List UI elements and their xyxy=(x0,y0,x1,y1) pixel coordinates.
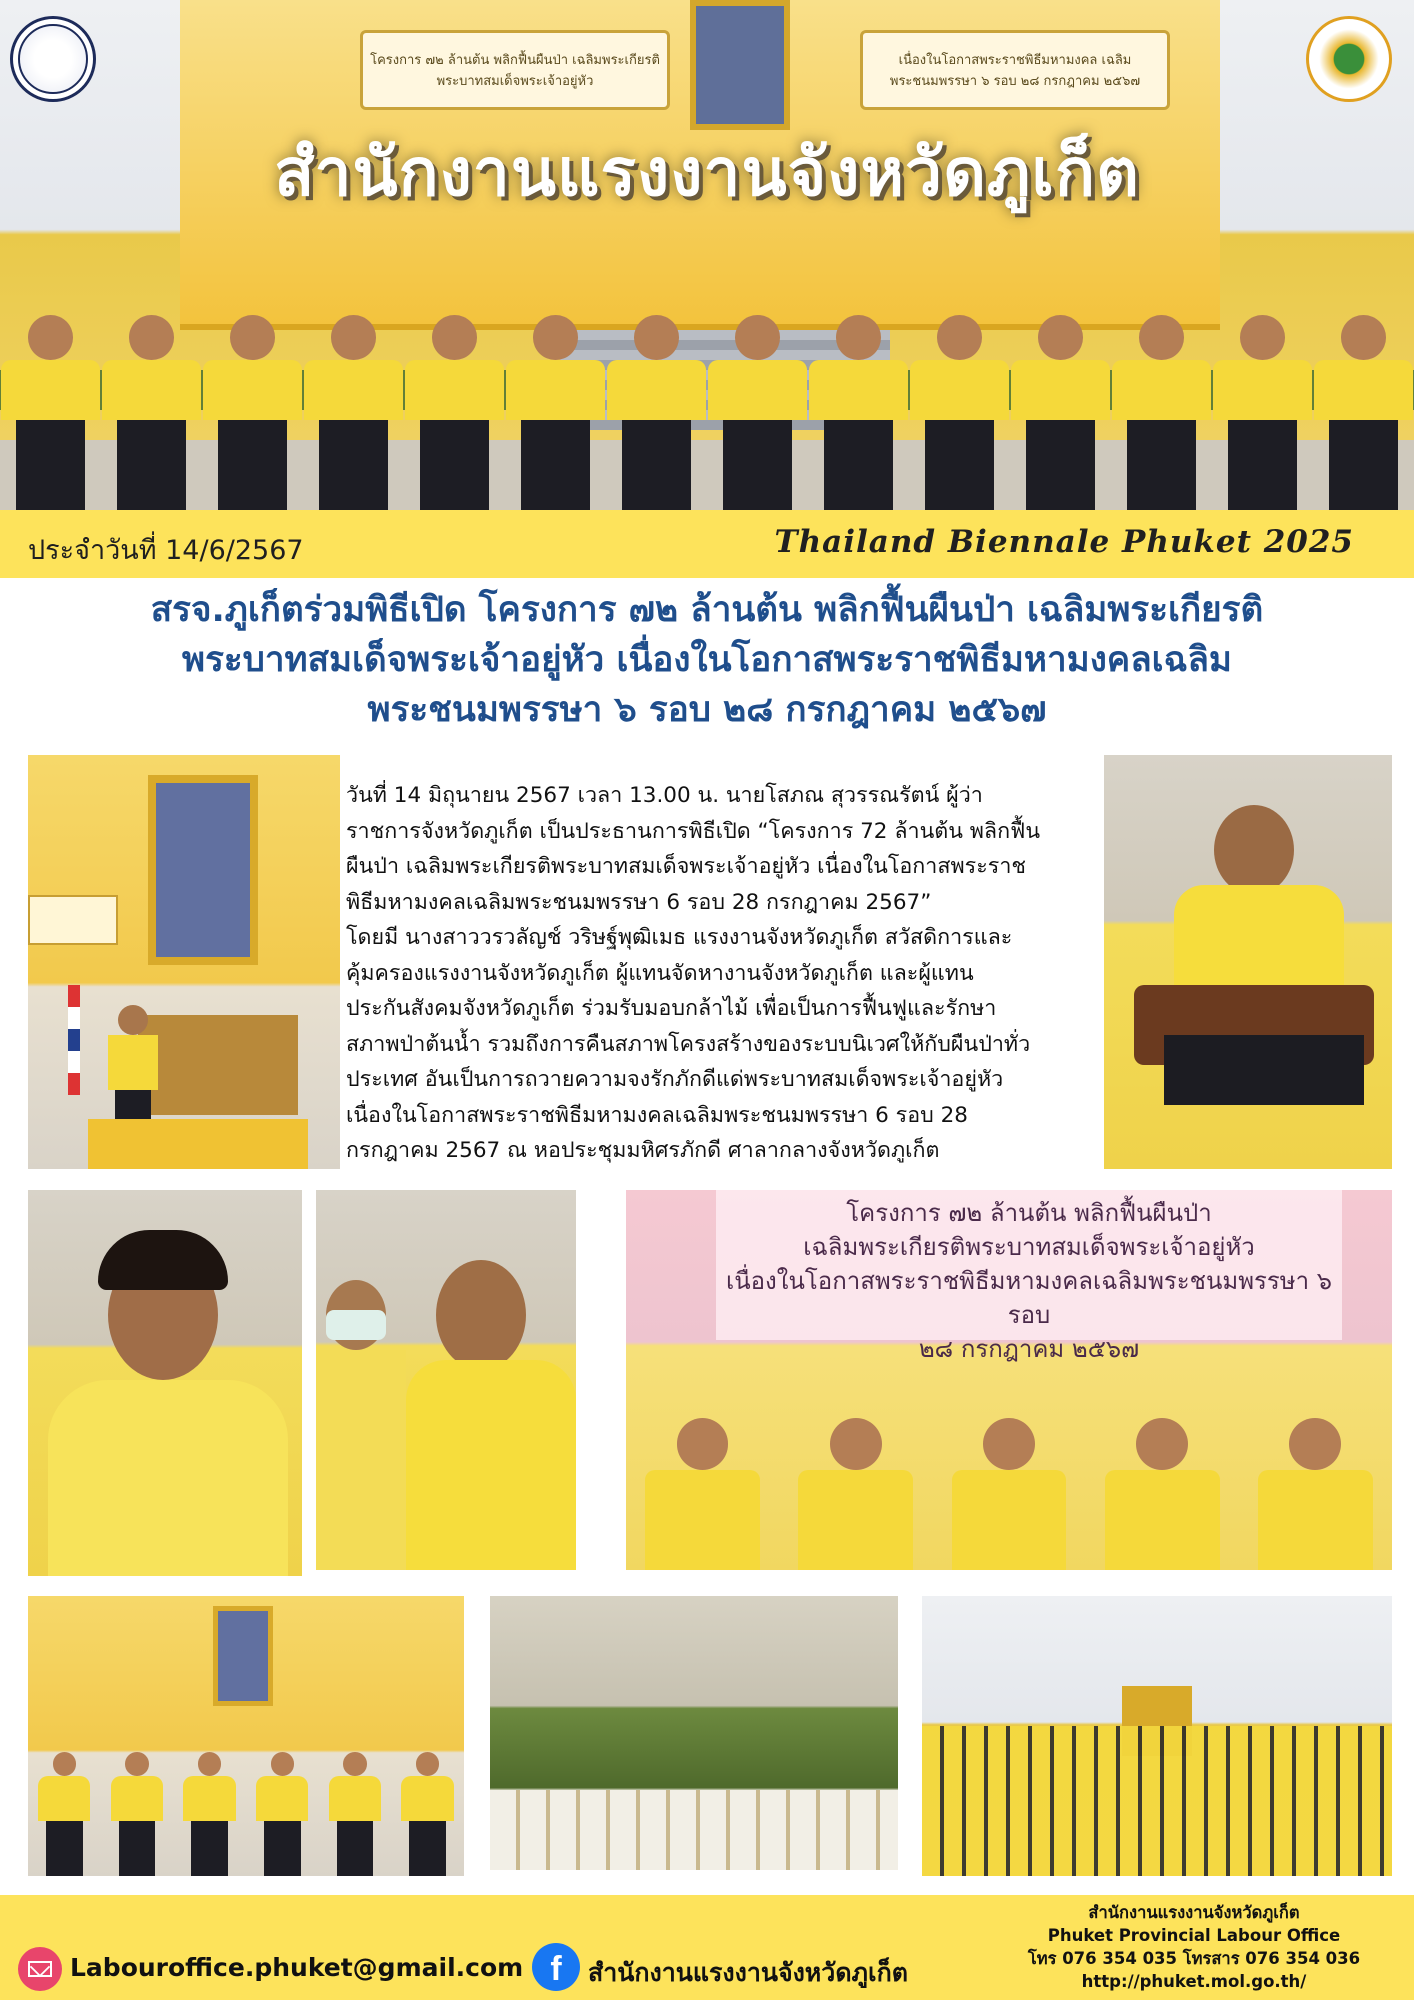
photo-seedling-pots xyxy=(490,1596,898,1870)
royal-portrait xyxy=(148,775,258,965)
issue-date: ประจำวันที่ 14/6/2567 xyxy=(28,535,304,566)
royal-portrait xyxy=(213,1606,273,1706)
date-bar xyxy=(0,510,1414,578)
body-line: ประเทศ อันเป็นการถวายความจงรักภักดีแด่พระบาทสมเด็จพระเจ้าอยู่หัว xyxy=(346,1067,1004,1092)
body-line: วันที่ 14 มิถุนายน 2567 เวลา 13.00 น. นายโสภณ สุวรรณรัตน์ ผู้ว่า xyxy=(346,783,983,808)
headline-line: พระชนมพรรษา ๖ รอบ ๒๘ กรกฎาคม ๒๕๖๗ xyxy=(367,690,1047,730)
banner-line: โครงการ ๗๒ ล้านต้น พลิกฟื้นผืนป่า xyxy=(846,1199,1212,1227)
org-title: สำนักงานแรงงานจังหวัดภูเก็ต xyxy=(274,134,1140,211)
facebook-page-name[interactable]: สำนักงานแรงงานจังหวัดภูเก็ต xyxy=(588,1958,908,1987)
contact-email[interactable]: Labouroffice.phuket@gmail.com xyxy=(70,1953,524,1982)
banner-line: เนื่องในโอกาสพระราชพิธีมหามงคลเฉลิมพระชนมพรรษา ๖ รอบ xyxy=(726,1267,1332,1329)
photo-woman-seated xyxy=(28,1190,302,1576)
headline xyxy=(40,585,1374,735)
email-icon xyxy=(18,1947,62,1991)
body-line: พิธีมหามงคลเฉลิมพระชนมพรรษา 6 รอบ 28 กรกฎาคม 2567” xyxy=(346,889,932,915)
body-line: ราชการจังหวัดภูเก็ต เป็นประธานการพิธีเปิด “โครงการ 72 ล้านต้น พลิกฟื้น xyxy=(346,818,1041,844)
banner-line: เฉลิมพระเกียรติพระบาทสมเด็จพระเจ้าอยู่หัว xyxy=(803,1233,1255,1261)
banner-line: ๒๘ กรกฎาคม ๒๕๖๗ xyxy=(918,1335,1140,1363)
photo-officials-seated xyxy=(316,1190,576,1570)
yellow-drape xyxy=(88,1119,308,1169)
audience-seats xyxy=(922,1726,1392,1876)
footer xyxy=(0,1895,1414,2000)
office-phone: โทร 076 354 035 โทรสาร 076 354 036 xyxy=(1027,1949,1361,1968)
body-line: โดยมี นางสาววรวลัญช์ วริษฐ์พุฒิเมธ แรงงานจังหวัดภูเก็ต สวัสดิการและ xyxy=(346,925,1013,950)
person-shirt xyxy=(48,1380,288,1576)
body-line: เนื่องในโอกาสพระราชพิธีมหามงคลเฉลิมพระชนมพรรษา 6 รอบ 28 xyxy=(346,1102,968,1128)
mini-sign xyxy=(28,895,118,945)
photo-audience-hall xyxy=(922,1596,1392,1876)
body-line: กรกฎาคม 2567 ณ หอประชุมมหิศรภักดี ศาลากลางจังหวัดภูเก็ต xyxy=(346,1138,940,1163)
officials-row xyxy=(0,210,1414,510)
handover-people xyxy=(28,1726,464,1876)
person-head xyxy=(436,1260,526,1370)
office-name-en: Phuket Provincial Labour Office xyxy=(1047,1926,1341,1945)
photo-group-with-seedlings xyxy=(626,1190,1392,1570)
facebook-icon: f xyxy=(532,1943,580,1991)
article-body xyxy=(346,778,1104,1169)
contact-block xyxy=(1014,1901,1374,1993)
person-legs xyxy=(1164,1035,1364,1105)
face-mask xyxy=(326,1310,386,1340)
office-name-th: สำนักงานแรงงานจังหวัดภูเก็ต xyxy=(1088,1903,1300,1922)
body-line: ประกันสังคมจังหวัดภูเก็ต ร่วมรับมอบกล้าไม้ เพื่อเป็นการฟื้นฟูและรักษา xyxy=(346,996,997,1021)
body-line: คุ้มครองแรงงานจังหวัดภูเก็ต ผู้แทนจัดหางานจังหวัดภูเก็ต และผู้แทน xyxy=(346,960,974,986)
event-name: Thailand Biennale Phuket 2025 xyxy=(774,524,1354,560)
person-hair xyxy=(98,1230,228,1290)
group-five-people xyxy=(626,1330,1392,1570)
person-shirt xyxy=(406,1360,576,1570)
backdrop-sign-right: เนื่องในโอกาสพระราชพิธีมหามงคล เฉลิมพระชนมพรรษา ๖ รอบ ๒๘ กรกฎาคม ๒๕๖๗ xyxy=(860,30,1170,110)
top-banner-photo xyxy=(0,0,1414,510)
royal-portrait xyxy=(690,0,790,130)
photo-seedling-handover xyxy=(28,1596,464,1876)
person-head xyxy=(1214,805,1294,895)
headline-line: สรจ.ภูเก็ตร่วมพิธีเปิด โครงการ ๗๒ ล้านต้น พลิกฟื้นผืนป่า เฉลิมพระเกียรติ xyxy=(150,590,1264,630)
seedling-pots-row xyxy=(490,1790,898,1870)
office-website[interactable]: http://phuket.mol.go.th/ xyxy=(1081,1972,1307,1991)
photo-shrine xyxy=(28,755,340,1169)
body-line: สภาพป่าต้นน้ำ รวมถึงการคืนสภาพโครงสร้างของระบบนิเวศให้กับผืนป่าทั่ว xyxy=(346,1031,1031,1057)
altar-table xyxy=(138,1015,298,1115)
labour-ministry-logo-icon xyxy=(1306,16,1392,102)
photo-seated-official xyxy=(1104,755,1392,1169)
event-banner xyxy=(716,1190,1342,1363)
person-shirt xyxy=(316,1350,406,1570)
ministry-seal-icon xyxy=(10,16,96,102)
backdrop-sign-left: โครงการ ๗๒ ล้านต้น พลิกฟื้นผืนป่า เฉลิมพระเกียรติพระบาทสมเด็จพระเจ้าอยู่หัว xyxy=(360,30,670,110)
body-line: ผืนป่า เฉลิมพระเกียรติพระบาทสมเด็จพระเจ้าอยู่หัว เนื่องในโอกาสพระราช xyxy=(346,854,1026,879)
headline-line: พระบาทสมเด็จพระเจ้าอยู่หัว เนื่องในโอกาสพระราชพิธีมหามงคลเฉลิม xyxy=(182,640,1232,680)
thai-flag xyxy=(68,985,80,1095)
